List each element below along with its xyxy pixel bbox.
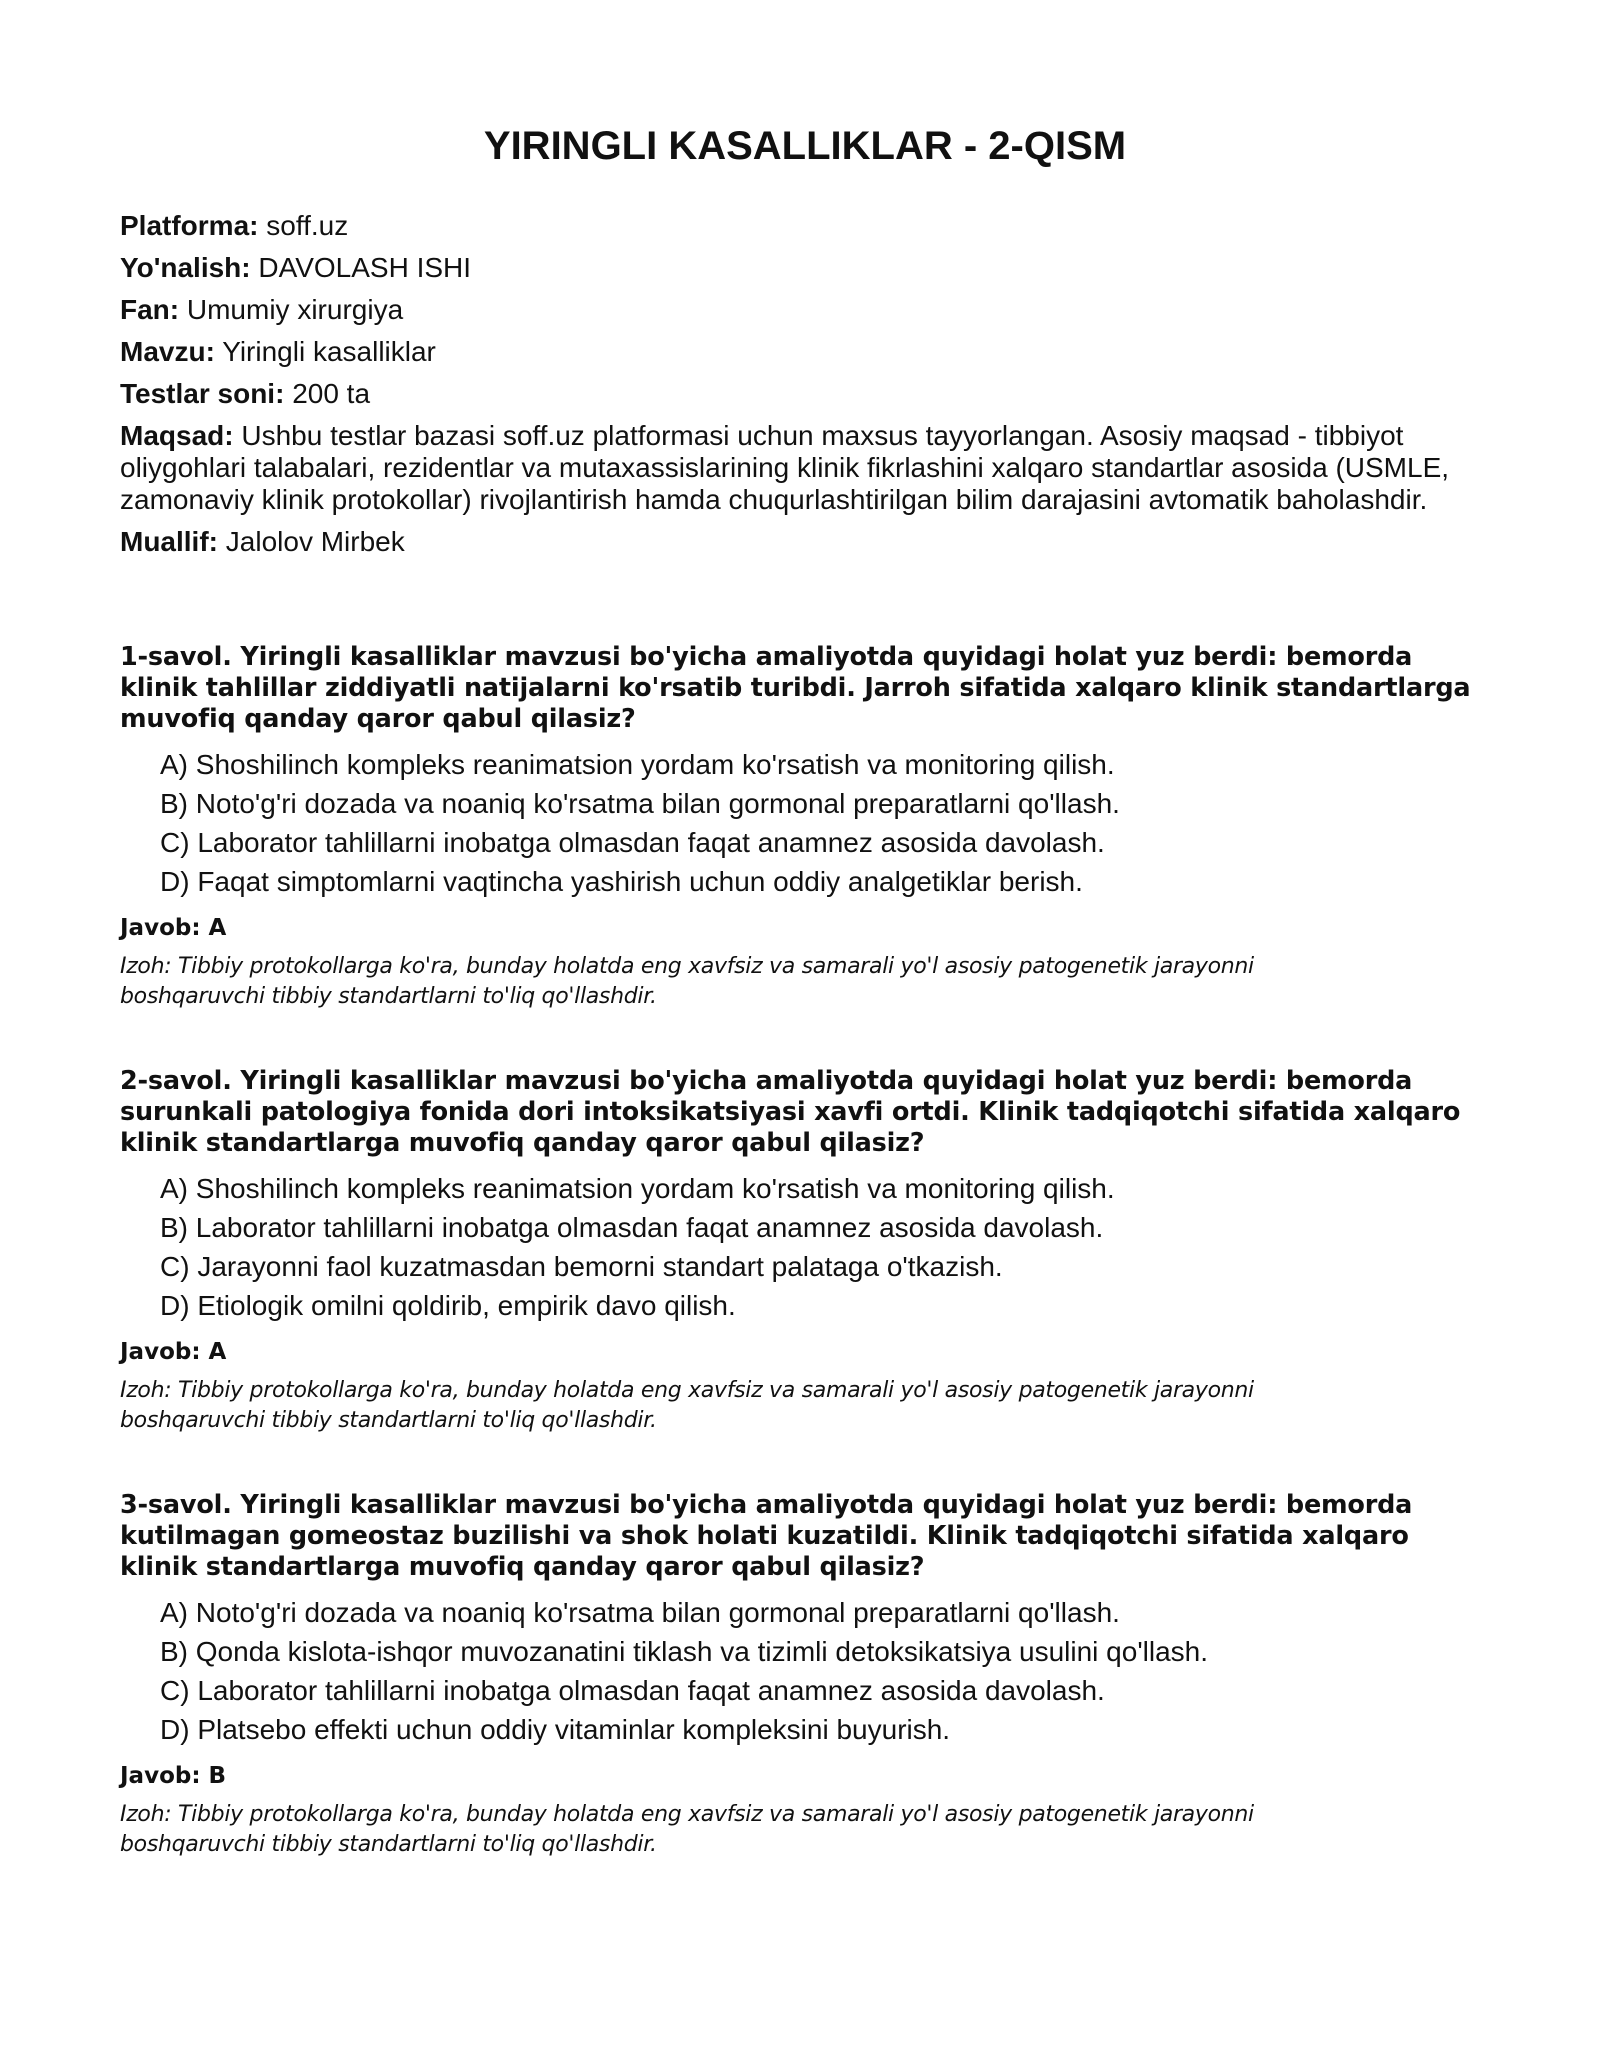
meta-test-count — [120, 378, 1490, 410]
meta-value: Yiringli kasalliklar — [222, 336, 436, 367]
answer-explanation: Izoh: Tibbiy protokollarga ko'ra, bunday holatda eng xavfsiz va samarali yo'l asosiy patogenetik jarayonni boshqaruvchi tibbiy standartlarni to'liq qo'llashdir. — [120, 954, 1254, 1009]
answer-explanation: Izoh: Tibbiy protokollarga ko'ra, bunday holatda eng xavfsiz va samarali yo'l asosiy patogenetik jarayonni boshqaruvchi tibbiy standartlarni to'liq qo'llashdir. — [120, 1378, 1254, 1433]
correct-answer: Javob: A — [120, 915, 227, 941]
answer-explanation: Izoh: Tibbiy protokollarga ko'ra, bunday holatda eng xavfsiz va samarali yo'l asosiy patogenetik jarayonni boshqaruvchi tibbiy standartlarni to'liq qo'llashdir. — [120, 1802, 1254, 1857]
answer-options — [120, 749, 1490, 898]
document-page — [120, 118, 1490, 1914]
option-a: A) Shoshilinch kompleks reanimatsion yordam ko'rsatish va monitoring qilish. — [160, 1173, 1115, 1204]
meta-value: soff.uz — [266, 210, 349, 241]
option-a: A) Shoshilinch kompleks reanimatsion yordam ko'rsatish va monitoring qilish. — [160, 749, 1115, 780]
meta-value: Ushbu testlar bazasi soff.uz platformasi uchun maxsus tayyorlangan. Asosiy maqsad - tibbiyot oliygohlari talabalari, rezidentlar va mutaxassislarining klinik fikrlashini xalqaro standartlar asosida (USMLE, zamonaviy klinik protokollar) rivojlantirish hamda chuqurlashtirilgan bilim darajasini avtomatik baholashdir. — [120, 420, 1450, 515]
option-a: A) Noto'g'ri dozada va noaniq ko'rsatma bilan gormonal preparatlarni qo'llash. — [160, 1597, 1120, 1628]
option-d: D) Etiologik omilni qoldirib, empirik davo qilish. — [160, 1290, 736, 1321]
meta-value: Jalolov Mirbek — [225, 526, 405, 557]
option-d: D) Faqat simptomlarni vaqtincha yashirish uchun oddiy analgetiklar berish. — [160, 866, 1083, 897]
option-d: D) Platsebo effekti uchun oddiy vitaminlar kompleksini buyurish. — [160, 1714, 951, 1745]
meta-value: DAVOLASH ISHI — [258, 252, 472, 283]
meta-key: Testlar soni: — [120, 378, 285, 409]
meta-value: Umumiy xirurgiya — [186, 294, 404, 325]
option-c: C) Laborator tahlillarni inobatga olmasdan faqat anamnez asosida davolash. — [160, 1675, 1105, 1706]
meta-key: Platforma: — [120, 210, 259, 241]
correct-answer: Javob: A — [120, 1339, 227, 1365]
question-text: 1-savol. Yiringli kasalliklar mavzusi bo'yicha amaliyotda quyidagi holat yuz berdi: bemorda klinik tahlillar ziddiyatli natijalarni ko'rsatib turibdi. Jarroh sifatida xalqaro klinik standartlarga muvofiq qanday qaror qabul qilasiz? — [120, 642, 1471, 734]
document-meta — [120, 210, 1490, 558]
option-c: C) Jarayonni faol kuzatmasdan bemorni standart palataga o'tkazish. — [160, 1251, 1003, 1282]
option-b: B) Noto'g'ri dozada va noaniq ko'rsatma bilan gormonal preparatlarni qo'llash. — [160, 788, 1120, 819]
questions-list — [120, 642, 1490, 1860]
correct-answer: Javob: B — [120, 1763, 227, 1789]
meta-subject — [120, 294, 1490, 326]
question-text: 2-savol. Yiringli kasalliklar mavzusi bo'yicha amaliyotda quyidagi holat yuz berdi: bemorda surunkali patologiya fonida dori intoksikatsiyasi xavfi ortdi. Klinik tadqiqotchi sifatida xalqaro klinik standartlarga muvofiq qanday qaror qabul qilasiz? — [120, 1066, 1461, 1158]
meta-key: Mavzu: — [120, 336, 215, 367]
question-item — [120, 1066, 1490, 1436]
meta-topic — [120, 336, 1490, 368]
question-item — [120, 1490, 1490, 1860]
question-item — [120, 642, 1490, 1012]
answer-options — [120, 1173, 1490, 1322]
meta-key: Yo'nalish: — [120, 252, 251, 283]
option-b: B) Qonda kislota-ishqor muvozanatini tiklash va tizimli detoksikatsiya usulini qo'llash. — [160, 1636, 1209, 1667]
meta-author — [120, 526, 1490, 558]
answer-options — [120, 1597, 1490, 1746]
meta-goal — [120, 420, 1490, 516]
option-b: B) Laborator tahlillarni inobatga olmasdan faqat anamnez asosida davolash. — [160, 1212, 1104, 1243]
meta-key: Muallif: — [120, 526, 218, 557]
question-text: 3-savol. Yiringli kasalliklar mavzusi bo'yicha amaliyotda quyidagi holat yuz berdi: bemorda kutilmagan gomeostaz buzilishi va shok holati kuzatildi. Klinik tadqiqotchi sifatida xalqaro klinik standartlarga muvofiq qanday qaror qabul qilasiz? — [120, 1490, 1413, 1582]
meta-value: 200 ta — [292, 378, 371, 409]
meta-key: Maqsad: — [120, 420, 234, 451]
meta-direction — [120, 252, 1490, 284]
option-c: C) Laborator tahlillarni inobatga olmasdan faqat anamnez asosida davolash. — [160, 827, 1105, 858]
meta-key: Fan: — [120, 294, 180, 325]
meta-platform — [120, 210, 1490, 242]
document-title: YIRINGLI KASALLIKLAR - 2-QISM — [483, 124, 1127, 168]
